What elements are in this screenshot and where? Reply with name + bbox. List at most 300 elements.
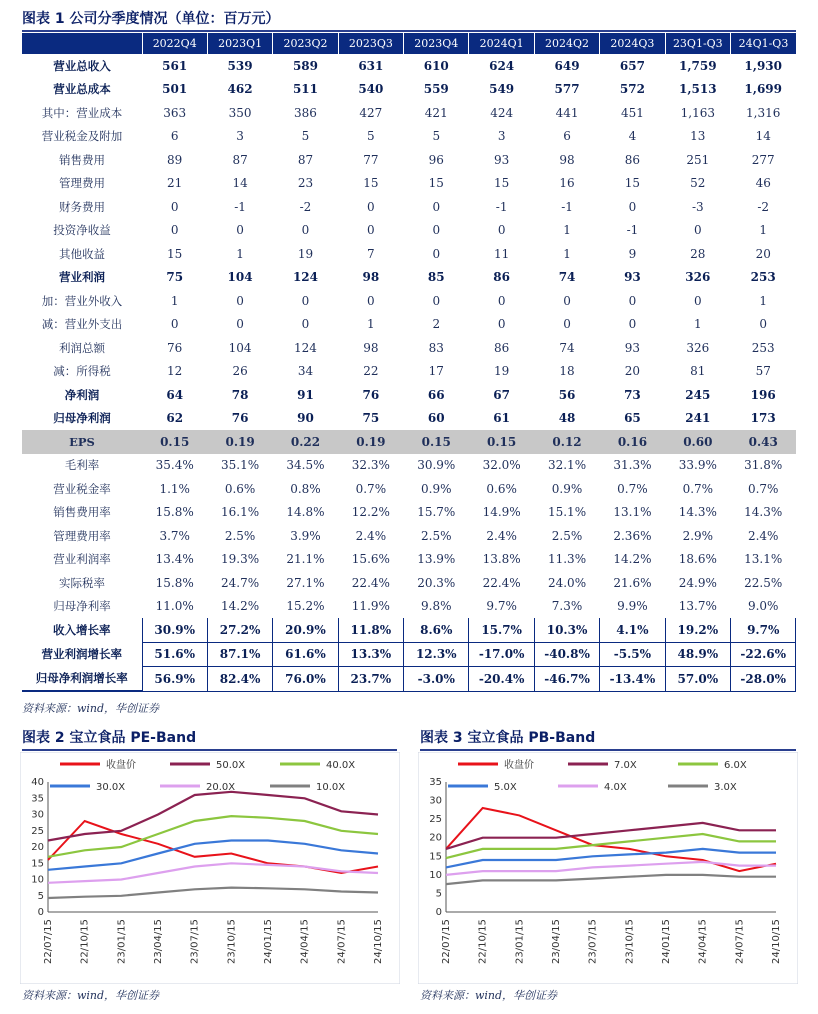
pb-x-tick-label: 22/10/15 — [477, 919, 489, 964]
table-cell: 1 — [367, 317, 375, 332]
table-cell: 9.9% — [617, 599, 648, 614]
table-cell: 86 — [624, 152, 641, 167]
header-col-7: 2024Q2 — [534, 33, 599, 54]
table-cell: 0.12 — [534, 430, 599, 454]
table-cell: 22 — [363, 364, 379, 379]
table-cell: 35.1% — [221, 458, 260, 473]
table-cell: 76 — [362, 387, 380, 402]
pe-x-tick-label: 24/07/15 — [336, 919, 348, 964]
pb-y-tick-label: 20 — [429, 832, 442, 844]
table-cell: 33.9% — [678, 458, 717, 473]
fig1-title: 图表 1 公司分季度情况（单位：百万元） — [22, 11, 280, 27]
table-header-row — [22, 33, 796, 54]
table-cell: 3 — [236, 129, 244, 144]
fig3-title: 图表 3 宝立食品 PB-Band — [420, 730, 596, 746]
table-cell: -5.5% — [600, 642, 665, 667]
table-cell: 15 — [428, 176, 444, 191]
fig3-title-rule — [420, 749, 796, 751]
table-cell: 67 — [493, 387, 510, 402]
table-row — [22, 524, 796, 548]
table-cell: 0 — [694, 293, 702, 308]
table-cell: 0 — [367, 223, 375, 238]
table-cell: 14.8% — [286, 505, 325, 520]
table-cell: 61 — [493, 411, 510, 426]
fig1-title-rule — [22, 30, 796, 32]
table-cell: 0 — [563, 317, 571, 332]
pb-x-tick-label: 23/10/15 — [624, 919, 636, 964]
table-cell: 23 — [297, 176, 314, 191]
row-label: 归母净利润 — [53, 411, 111, 426]
pb-x-tick-label: 24/04/15 — [697, 919, 709, 964]
table-cell: 24.0% — [547, 575, 587, 590]
header-col-9: 23Q1-Q3 — [665, 33, 730, 54]
pb-y-tick-label: 15 — [429, 851, 442, 863]
pe-y-tick-label: 35 — [31, 793, 44, 805]
table-cell: 12.3% — [404, 642, 469, 667]
table-cell: 0.6% — [486, 481, 517, 496]
pe-x-tick-label: 23/01/15 — [116, 919, 128, 964]
pb-y-tick-label: 35 — [429, 777, 442, 788]
pe-y-tick-label: 40 — [31, 777, 44, 788]
table-cell: 52 — [690, 176, 706, 191]
pe-x-tick-label: 23/07/15 — [189, 919, 201, 964]
table-cell: 83 — [428, 340, 444, 355]
table-cell: 540 — [358, 82, 384, 97]
pe-legend-label: 20.0X — [206, 782, 236, 793]
table-cell: 34 — [297, 364, 314, 379]
table-cell: 14 — [755, 129, 771, 144]
table-cell: 3 — [497, 129, 506, 144]
header-col-10: 24Q1-Q3 — [731, 33, 796, 54]
table-cell: 173 — [750, 411, 776, 426]
table-cell: 2.4% — [747, 528, 779, 543]
header-col-8: 2024Q3 — [600, 33, 665, 54]
table-cell: 23.7% — [338, 667, 403, 692]
table-cell: -17.0% — [469, 642, 534, 667]
pb-legend-label: 3.0X — [714, 782, 737, 793]
table-cell: 15 — [363, 176, 379, 191]
table-cell: 16.1% — [221, 505, 260, 520]
header-col-4: 2023Q3 — [338, 33, 403, 54]
table-cell: 2 — [432, 317, 441, 332]
table-cell: 9.7% — [731, 618, 796, 642]
table-cell: 19.2% — [665, 618, 730, 642]
table-cell: 0 — [170, 223, 179, 238]
table-cell: 26 — [232, 364, 248, 379]
row-label: 管理费用 — [59, 176, 105, 191]
table-cell: 589 — [292, 58, 318, 73]
table-cell: 2.9% — [682, 528, 714, 543]
table-cell: 5 — [432, 129, 441, 144]
table-cell: 253 — [751, 340, 775, 355]
table-cell: 28 — [690, 246, 706, 261]
table-cell: 0.8% — [290, 481, 321, 496]
table-cell: 0.7% — [747, 481, 779, 496]
table-cell: 13 — [690, 129, 706, 144]
table-cell: 0 — [170, 199, 179, 214]
row-label: 营业利润 — [59, 270, 105, 285]
table-row — [22, 54, 796, 78]
table-cell: 24.9% — [678, 575, 717, 590]
table-cell: -28.0% — [731, 667, 796, 692]
pe-legend-label: 50.0X — [216, 760, 246, 771]
table-cell: 559 — [423, 82, 449, 97]
table-cell: 75 — [166, 270, 184, 285]
table-cell: 1,316 — [746, 105, 781, 120]
table-row — [22, 266, 796, 290]
fig2-title: 图表 2 宝立食品 PE-Band — [22, 730, 197, 746]
table-cell: 14 — [232, 176, 248, 191]
table-cell: 15.7% — [417, 505, 456, 520]
table-cell: 0.7% — [355, 481, 387, 496]
row-label: 减：营业外支出 — [41, 317, 123, 332]
table-cell: 13.8% — [482, 552, 521, 567]
table-cell: 1 — [236, 246, 244, 261]
table-cell: -3.0% — [404, 667, 469, 692]
table-cell: 4 — [628, 129, 637, 144]
table-cell: 20.9% — [273, 618, 338, 642]
table-cell: 20.3% — [417, 575, 456, 590]
table-cell: 93 — [624, 270, 641, 285]
header-label-col — [22, 33, 142, 54]
table-row — [22, 501, 796, 525]
table-cell: 0.6% — [224, 481, 256, 496]
row-label: 营业利润增长率 — [41, 647, 122, 662]
table-cell: 20 — [624, 364, 641, 379]
table-cell: 1.1% — [159, 481, 190, 496]
table-cell: -1 — [626, 223, 639, 238]
row-label: 实际税率 — [59, 575, 105, 590]
table-cell: 78 — [231, 387, 249, 402]
table-cell: 77 — [363, 152, 379, 167]
row-label: 净利润 — [64, 387, 100, 402]
table-cell: 19 — [297, 246, 314, 261]
table-cell: 245 — [685, 387, 711, 402]
table-cell: 32.3% — [351, 458, 390, 473]
table-cell: 87.1% — [207, 642, 272, 667]
table-cell: 2.5% — [551, 528, 583, 543]
table-row — [22, 618, 796, 642]
table-cell: 0.7% — [682, 481, 714, 496]
pe-band-chart — [20, 752, 400, 984]
pb-band-chart — [418, 752, 798, 984]
pb-x-tick-label: 23/07/15 — [587, 919, 599, 964]
table-cell: 1 — [694, 317, 702, 332]
table-cell: 21.6% — [613, 575, 652, 590]
row-label: 营业税金率 — [53, 481, 111, 496]
table-cell: 0.15 — [142, 430, 207, 454]
pb-y-tick-label: 10 — [429, 869, 442, 881]
header-col-1: 2022Q4 — [142, 33, 207, 54]
table-cell: -1 — [234, 199, 246, 214]
table-row — [22, 383, 796, 407]
table-cell: 561 — [162, 58, 188, 73]
table-cell: 16 — [559, 176, 575, 191]
header-col-6: 2024Q1 — [469, 33, 534, 54]
table-cell: 451 — [620, 105, 644, 120]
table-cell: 13.7% — [678, 599, 717, 614]
table-cell: 1,163 — [680, 105, 715, 120]
table-cell: 1 — [563, 246, 571, 261]
table-cell: 82.4% — [207, 667, 272, 692]
table-cell: 3.9% — [290, 528, 321, 543]
table-cell: 104 — [228, 340, 252, 355]
table-cell: 31.8% — [744, 458, 783, 473]
table-cell: 30.9% — [142, 618, 207, 642]
row-label: 其他收益 — [59, 246, 105, 261]
table-cell: 1,759 — [679, 58, 717, 73]
table-cell: 74 — [558, 270, 576, 285]
row-label: 归母净利率 — [53, 599, 111, 614]
pe-x-tick-label: 23/10/15 — [226, 919, 238, 964]
table-cell: 363 — [163, 105, 187, 120]
table-cell: 22.5% — [744, 575, 783, 590]
header-col-2: 2023Q1 — [207, 33, 272, 54]
table-cell: 14.3% — [744, 505, 783, 520]
table-cell: 32.1% — [547, 458, 587, 473]
table-cell: 0 — [301, 223, 310, 238]
table-cell: 350 — [228, 105, 252, 120]
table-cell: 0 — [563, 293, 571, 308]
table-row — [22, 313, 796, 337]
table-cell: 32.0% — [482, 458, 521, 473]
table-cell: 87 — [297, 152, 314, 167]
table-cell: 2.5% — [224, 528, 256, 543]
table-cell: 76 — [231, 411, 249, 426]
table-cell: 76 — [167, 340, 183, 355]
table-cell: 0.15 — [404, 430, 469, 454]
table-row — [22, 78, 796, 102]
table-cell: 424 — [490, 105, 514, 120]
table-cell: 18 — [559, 364, 575, 379]
pb-legend-label: 收盘价 — [504, 760, 534, 771]
table-row — [22, 642, 796, 667]
table-row — [22, 477, 796, 501]
table-cell: 56.9% — [142, 667, 207, 692]
table-cell: 0 — [628, 293, 637, 308]
table-cell: 326 — [686, 340, 710, 355]
table-cell: 6 — [170, 129, 179, 144]
table-cell: 61.6% — [273, 642, 338, 667]
table-cell: 253 — [750, 270, 776, 285]
pe-x-tick-label: 24/01/15 — [263, 919, 274, 964]
row-label: 减：所得税 — [53, 364, 111, 379]
row-label: 销售费用 — [59, 152, 105, 167]
table-cell: 27.1% — [286, 575, 325, 590]
table-cell: 0 — [432, 199, 441, 214]
table-cell: -20.4% — [469, 667, 534, 692]
table-cell: 19 — [494, 364, 510, 379]
table-cell: 0 — [432, 223, 441, 238]
table-cell: 48 — [558, 411, 576, 426]
table-cell: 13.1% — [613, 505, 652, 520]
row-label: 归母净利润增长率 — [22, 667, 142, 692]
pb-legend-label: 5.0X — [494, 782, 517, 793]
table-cell: 631 — [358, 58, 384, 73]
table-cell: 0.9% — [421, 481, 452, 496]
table-cell: 9 — [628, 246, 637, 261]
row-label: 营业税金及附加 — [41, 129, 123, 144]
table-cell: 66 — [427, 387, 445, 402]
table-cell: 1 — [170, 293, 179, 308]
table-cell: 0 — [497, 293, 506, 308]
table-cell: 15.7% — [469, 618, 534, 642]
table-cell: 0 — [236, 317, 244, 332]
pe-x-tick-label: 22/07/15 — [43, 919, 54, 964]
table-cell: 21 — [167, 176, 183, 191]
table-row — [22, 595, 796, 619]
table-row — [22, 172, 796, 196]
table-cell: 251 — [686, 152, 710, 167]
pe-y-tick-label: 20 — [31, 842, 44, 853]
table-cell: 427 — [359, 105, 383, 120]
pe-legend-label: 30.0X — [96, 782, 126, 793]
table-cell: 30.9% — [417, 458, 456, 473]
table-cell: 277 — [751, 152, 775, 167]
table-cell: 2.4% — [355, 528, 387, 543]
table-row — [22, 430, 796, 454]
table-cell: 15.8% — [155, 575, 194, 590]
table-row — [22, 101, 796, 125]
table-cell: 14.2% — [613, 552, 652, 567]
table-cell: 22.4% — [482, 575, 521, 590]
table-cell: 62 — [166, 411, 184, 426]
table-cell: 15 — [624, 176, 641, 191]
pe-legend-label: 收盘价 — [106, 760, 136, 771]
table-cell: 35.4% — [155, 458, 194, 473]
table-cell: 0 — [628, 317, 637, 332]
table-cell: 17 — [428, 364, 444, 379]
table-cell: 0 — [301, 317, 310, 332]
table-cell: 0 — [236, 223, 244, 238]
table-cell: 86 — [494, 340, 510, 355]
row-label: 营业总收入 — [53, 58, 111, 73]
table-cell: 98 — [363, 340, 379, 355]
pb-x-tick-label: 24/10/15 — [771, 919, 782, 964]
table-cell: 0 — [497, 317, 506, 332]
table-cell: 1 — [759, 293, 768, 308]
row-label: 加：营业外收入 — [41, 293, 123, 308]
table-cell: 196 — [750, 387, 776, 402]
table-cell: 0.9% — [551, 481, 583, 496]
row-label: 销售费用率 — [53, 505, 111, 520]
fig1-source: 资料来源：wind，华创证券 — [22, 702, 160, 715]
table-cell: 1,930 — [744, 58, 782, 73]
table-cell: 0.43 — [731, 430, 796, 454]
table-cell: 13.4% — [155, 552, 194, 567]
row-label: 财务费用 — [59, 199, 105, 214]
table-cell: 19.3% — [221, 552, 260, 567]
pe-y-tick-label: 10 — [31, 874, 44, 886]
pb-legend-label: 6.0X — [724, 760, 747, 771]
row-label: 其中：营业成本 — [41, 105, 123, 120]
pe-y-tick-label: 15 — [31, 858, 44, 870]
table-cell: 657 — [619, 58, 645, 73]
table-cell: 0.19 — [207, 430, 272, 454]
table-cell: 624 — [489, 58, 515, 73]
table-cell: 0 — [432, 246, 441, 261]
table-cell: -3 — [691, 199, 704, 214]
fig2-source: 资料来源：wind，华创证券 — [22, 989, 160, 1002]
table-cell: -2 — [757, 199, 770, 214]
table-cell: 0 — [628, 199, 637, 214]
table-cell: 0.60 — [665, 430, 730, 454]
table-cell: 14.9% — [482, 505, 521, 520]
table-cell: 649 — [554, 58, 580, 73]
table-cell: 386 — [294, 105, 317, 120]
table-cell: 27.2% — [207, 618, 272, 642]
pe-x-tick-label: 24/10/15 — [373, 919, 384, 964]
row-label: 毛利率 — [64, 458, 100, 473]
fig3-source: 资料来源：wind，华创证券 — [420, 989, 558, 1002]
table-cell: 421 — [424, 105, 448, 120]
pb-legend-label: 7.0X — [614, 760, 637, 771]
table-cell: 15.1% — [547, 505, 587, 520]
table-cell: 0 — [367, 293, 375, 308]
row-label: 利润总额 — [59, 340, 105, 355]
table-cell: 89 — [167, 152, 183, 167]
table-cell: -1 — [495, 199, 508, 214]
table-cell: 14.2% — [221, 599, 260, 614]
table-cell: 0 — [694, 223, 702, 238]
pe-x-tick-label: 22/10/15 — [79, 919, 91, 964]
table-cell: 241 — [685, 411, 711, 426]
table-cell: 0.7% — [617, 481, 648, 496]
table-cell: 96 — [428, 152, 444, 167]
table-cell: 124 — [292, 270, 318, 285]
pb-y-tick-label: 0 — [435, 907, 442, 918]
table-cell: 577 — [554, 82, 580, 97]
table-cell: -46.7% — [534, 667, 599, 692]
pe-y-tick-label: 0 — [37, 907, 44, 918]
table-cell: 0 — [432, 293, 441, 308]
table-cell: 462 — [227, 82, 253, 97]
table-cell: 98 — [362, 270, 380, 285]
pb-x-tick-label: 23/01/15 — [514, 919, 526, 964]
table-cell: 18.6% — [678, 552, 717, 567]
table-cell: 6 — [563, 129, 571, 144]
table-cell: 76.0% — [273, 667, 338, 692]
table-cell: 1,513 — [679, 82, 717, 97]
row-label: 收入增长率 — [53, 623, 111, 637]
table-row — [22, 407, 796, 431]
table-cell: 0 — [301, 293, 310, 308]
table-row — [22, 548, 796, 572]
table-row — [22, 571, 796, 595]
table-cell: 104 — [227, 270, 253, 285]
table-cell: 539 — [227, 58, 253, 73]
table-row — [22, 125, 796, 149]
table-cell: 2.36% — [613, 528, 652, 543]
table-cell: -22.6% — [731, 642, 796, 667]
table-cell: 13.9% — [417, 552, 456, 567]
pe-legend-label: 10.0X — [316, 782, 346, 793]
table-cell: 11.8% — [338, 618, 403, 642]
table-cell: 0 — [759, 317, 768, 332]
pb-x-tick-label: 22/07/15 — [441, 919, 452, 964]
table-cell: -40.8% — [534, 642, 599, 667]
pe-x-tick-label: 24/04/15 — [299, 919, 311, 964]
table-cell: 610 — [423, 58, 449, 73]
table-cell: 87 — [232, 152, 248, 167]
table-cell: 15.6% — [351, 552, 390, 567]
pe-x-tick-label: 23/04/15 — [153, 919, 164, 964]
table-cell: 56 — [558, 387, 576, 402]
table-cell: 2.5% — [421, 528, 452, 543]
table-cell: 10.3% — [534, 618, 599, 642]
table-cell: 15 — [167, 246, 183, 261]
table-cell: 74 — [559, 340, 575, 355]
